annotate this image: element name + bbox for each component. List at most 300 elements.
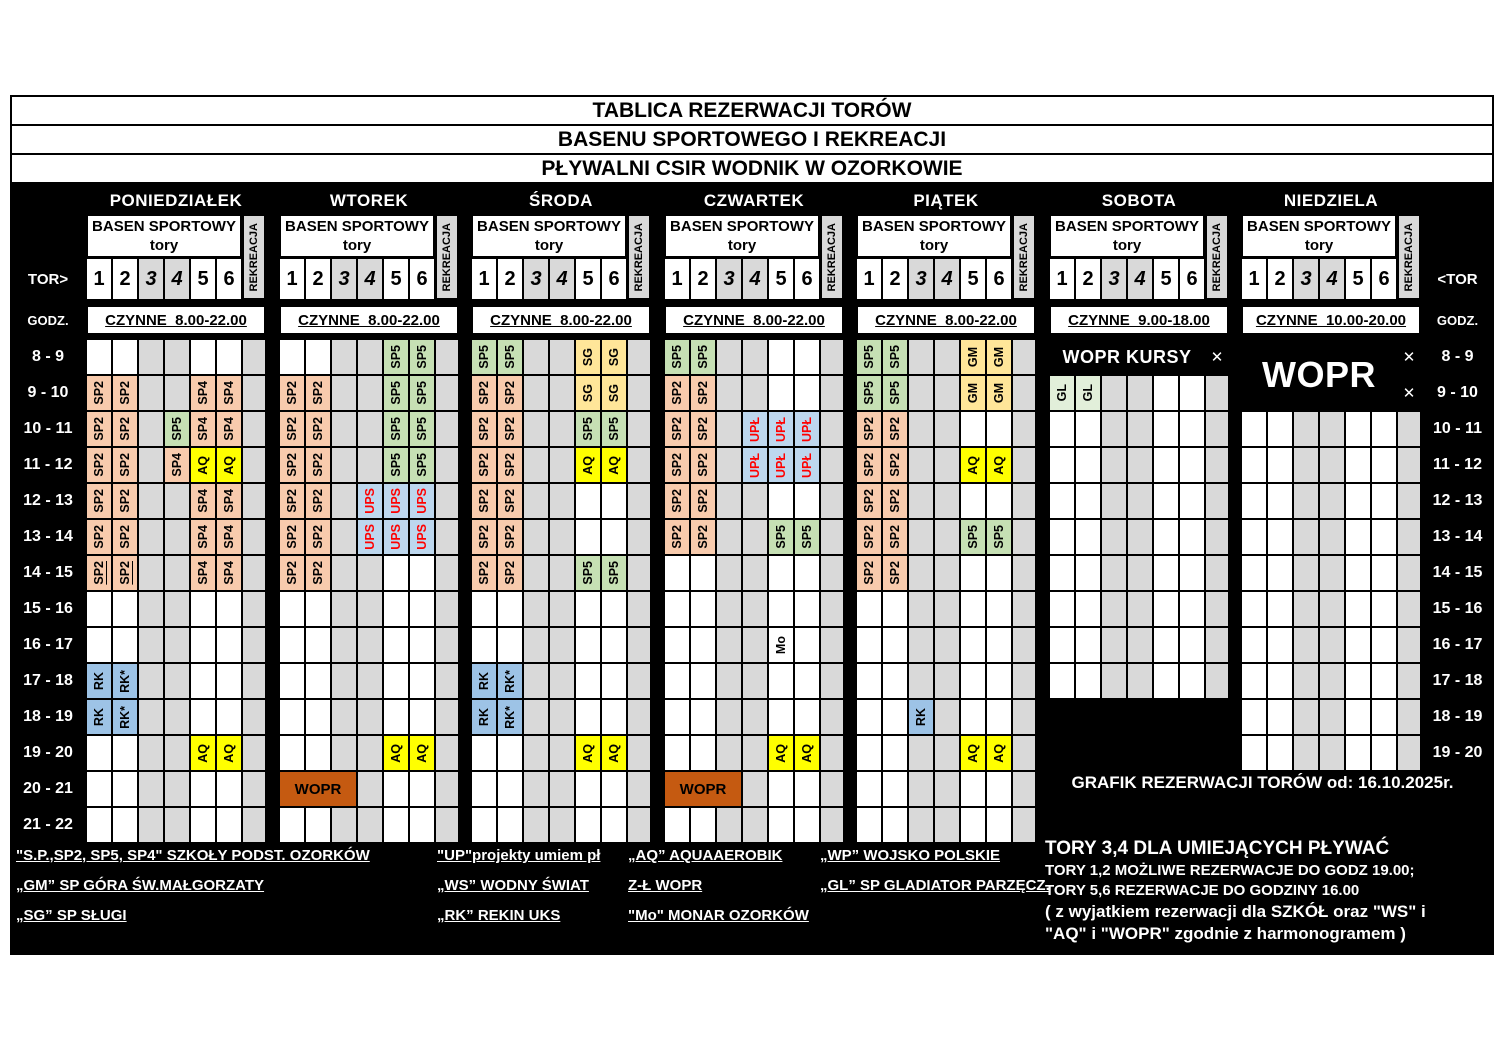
lane-cell [523, 411, 549, 447]
booking-code: GM [991, 346, 1006, 368]
lane-cell [742, 483, 768, 519]
booking-cell [86, 447, 112, 483]
rekreacja-cell [1397, 591, 1421, 627]
lane-number: 4 [164, 258, 190, 300]
booking-code: SP2 [117, 381, 132, 405]
lane-cell [471, 591, 497, 627]
lane-number: 5 [1345, 258, 1371, 300]
booking-code: UPS [388, 488, 403, 514]
lane-number: 2 [112, 258, 138, 300]
rekreacja-cell [1397, 519, 1421, 555]
day-name: PIĄTEK [913, 191, 979, 210]
lane-cell [742, 735, 768, 771]
lane-cell [1345, 519, 1371, 555]
rekreacja-cell [627, 411, 651, 447]
lane-cell [768, 771, 794, 807]
rekreacja-label: REKREACJA [633, 222, 645, 292]
booking-code: SP2 [861, 561, 876, 585]
booking-cell [383, 735, 409, 771]
booking-code: RK [913, 707, 928, 727]
booking-cell [383, 339, 409, 375]
lane-cell [794, 627, 820, 663]
booking-cell [86, 663, 112, 699]
day-name: CZWARTEK [703, 191, 805, 210]
lane-cell [601, 519, 627, 555]
rekreacja-cell [1012, 699, 1036, 735]
rekreacja-cell [820, 771, 844, 807]
lane-cell [1267, 735, 1293, 771]
lane-cell [768, 699, 794, 735]
rekreacja-header [820, 214, 844, 300]
rekreacja-cell [1205, 375, 1229, 411]
rekreacja-label: REKREACJA [441, 222, 453, 292]
lane-cell [523, 591, 549, 627]
lane-cell [1267, 699, 1293, 735]
booking-code: SP2 [310, 453, 325, 477]
lane-cell [1153, 519, 1179, 555]
booking-cell [856, 483, 882, 519]
lane-number: 4 [934, 258, 960, 300]
lane-cell [549, 735, 575, 771]
booking-cell [882, 447, 908, 483]
lane-cell [1049, 555, 1075, 591]
lane-cell [549, 375, 575, 411]
booking-code: AQ [580, 455, 595, 475]
booking-cell [742, 411, 768, 447]
lane-cell [794, 555, 820, 591]
lane-cell [601, 771, 627, 807]
booking-cell [190, 519, 216, 555]
lane-cell [279, 735, 305, 771]
lane-cell [383, 663, 409, 699]
booking-code: RK [476, 671, 491, 691]
lane-cell [357, 375, 383, 411]
page-subtitle-1: BASENU SPORTOWEGO I REKREACJI [10, 124, 1494, 155]
lane-cell [1371, 519, 1397, 555]
legend-column-projects [437, 847, 600, 937]
lane-cell [1319, 627, 1345, 663]
lane-cell [768, 555, 794, 591]
lane-cell [357, 735, 383, 771]
lane-cell [1319, 447, 1345, 483]
rekreacja-cell [627, 339, 651, 375]
rekreacja-cell [435, 375, 459, 411]
booking-code: GM [965, 382, 980, 404]
booking-code: SP4 [221, 489, 236, 513]
lane-cell [908, 483, 934, 519]
lane-cell [742, 519, 768, 555]
booking-cell [471, 411, 497, 447]
booking-code: UPŁ [773, 416, 788, 442]
lane-cell [908, 627, 934, 663]
booking-code: SP2 [476, 561, 491, 585]
booking-cell [690, 411, 716, 447]
lane-cell [164, 555, 190, 591]
rekreacja-cell [820, 411, 844, 447]
lane-number: 3 [1293, 258, 1319, 300]
lane-cell [549, 447, 575, 483]
booking-code: SP4 [195, 525, 210, 549]
booking-code: SP2 [284, 525, 299, 549]
booking-cell [986, 375, 1012, 411]
lane-cell [856, 591, 882, 627]
hour-label-right: 15 - 16 [1432, 600, 1483, 617]
lane-cell [1127, 663, 1153, 699]
booking-cell [471, 663, 497, 699]
booking-code: SP2 [284, 381, 299, 405]
booking-cell [856, 339, 882, 375]
booking-code: GM [991, 382, 1006, 404]
booking-cell [575, 555, 601, 591]
tory-label: tory [1304, 237, 1334, 254]
lane-cell [1075, 591, 1101, 627]
rekreacja-label: REKREACJA [1211, 222, 1223, 292]
lane-cell [1101, 627, 1127, 663]
lane-cell [1153, 591, 1179, 627]
booking-cell [882, 483, 908, 519]
lane-cell [1241, 447, 1267, 483]
lane-cell [742, 807, 768, 843]
lane-cell [716, 807, 742, 843]
lane-cell [1075, 447, 1101, 483]
lane-cell [934, 627, 960, 663]
booking-cell [575, 735, 601, 771]
booking-cell [409, 339, 435, 375]
lane-cell [1075, 483, 1101, 519]
booking-cell [471, 555, 497, 591]
lane-cell [716, 735, 742, 771]
booking-code: SP2 [695, 453, 710, 477]
rekreacja-cell [820, 375, 844, 411]
lane-cell [164, 339, 190, 375]
booking-cell [768, 411, 794, 447]
booking-code: UPS [362, 524, 377, 550]
rekreacja-cell [1012, 555, 1036, 591]
x-mark: ✕ [1402, 385, 1416, 402]
lane-cell [523, 483, 549, 519]
lane-cell [575, 627, 601, 663]
lane-cell [742, 339, 768, 375]
pool-header [86, 214, 242, 258]
lane-cell [279, 339, 305, 375]
lane-cell [1101, 555, 1127, 591]
lane-cell [331, 483, 357, 519]
booking-code: SP2 [476, 417, 491, 441]
lane-cell [549, 555, 575, 591]
lane-cell [409, 699, 435, 735]
booking-cell [279, 771, 357, 807]
open-hours-label: CZYNNE 8.00-22.00 [298, 311, 440, 329]
lane-cell [986, 555, 1012, 591]
booking-code: SP5 [991, 525, 1006, 549]
open-hours-label: CZYNNE 8.00-22.00 [875, 311, 1017, 329]
rekreacja-cell [242, 771, 266, 807]
lane-cell [794, 591, 820, 627]
rekreacja-cell [820, 807, 844, 843]
booking-code: SP4 [195, 381, 210, 405]
lane-cell [1179, 411, 1205, 447]
lane-number: 4 [357, 258, 383, 300]
lane-cell [1049, 663, 1075, 699]
lane-cell [138, 663, 164, 699]
booking-cell [768, 447, 794, 483]
lane-cell [1371, 411, 1397, 447]
lane-cell [1267, 447, 1293, 483]
lane-number: 1 [1049, 258, 1075, 300]
booking-cell [112, 411, 138, 447]
lane-cell [1153, 555, 1179, 591]
legend-item: „WP” WOJSKO POLSKIE [820, 847, 1001, 864]
lane-cell [690, 555, 716, 591]
hour-label-left: 11 - 12 [23, 456, 73, 473]
rekreacja-cell [242, 627, 266, 663]
booking-code: SP2 [695, 417, 710, 441]
lane-number: 6 [794, 258, 820, 300]
booking-code: SP5 [388, 381, 403, 405]
lane-cell [1153, 627, 1179, 663]
lane-cell [794, 339, 820, 375]
rekreacja-cell [1012, 771, 1036, 807]
lane-cell [856, 807, 882, 843]
lane-cell [383, 627, 409, 663]
lane-cell [86, 591, 112, 627]
lane-cell [934, 375, 960, 411]
booking-cell [86, 375, 112, 411]
lane-cell [934, 483, 960, 519]
open-hours [86, 305, 266, 335]
booking-cell [768, 519, 794, 555]
booking-cell [305, 519, 331, 555]
lane-cell [331, 519, 357, 555]
lane-cell [1153, 663, 1179, 699]
lane-cell [1153, 447, 1179, 483]
lane-cell [164, 807, 190, 843]
rekreacja-cell [820, 699, 844, 735]
lane-cell [1345, 735, 1371, 771]
booking-code: SP2 [310, 417, 325, 441]
booking-cell [986, 519, 1012, 555]
lane-cell [1179, 447, 1205, 483]
booking-cell [164, 447, 190, 483]
godz-right-label: GODZ. [1436, 312, 1479, 328]
lane-cell [794, 807, 820, 843]
booking-cell [279, 519, 305, 555]
hour-label-right: 12 - 13 [1432, 492, 1483, 509]
booking-cell [357, 483, 383, 519]
lane-number: 1 [664, 258, 690, 300]
booking-cell [190, 411, 216, 447]
lane-cell [279, 591, 305, 627]
legend-item: „SG” SP SŁUGI [16, 907, 127, 924]
lane-cell [1075, 519, 1101, 555]
booking-cell [357, 519, 383, 555]
booking-code: SP4 [221, 525, 236, 549]
lane-cell [1267, 555, 1293, 591]
booking-cell [601, 447, 627, 483]
rekreacja-cell [1012, 411, 1036, 447]
lane-cell [1319, 591, 1345, 627]
lane-cell [1179, 483, 1205, 519]
booking-cell [409, 447, 435, 483]
lane-cell [1371, 663, 1397, 699]
booking-code: Mo [773, 635, 788, 655]
rekreacja-label: REKREACJA [248, 222, 260, 292]
lane-cell [986, 411, 1012, 447]
hour-label-left: 16 - 17 [23, 636, 73, 653]
booking-cell [690, 519, 716, 555]
lane-cell [601, 663, 627, 699]
lane-cell [138, 483, 164, 519]
lane-number: 6 [601, 258, 627, 300]
rekreacja-cell [242, 735, 266, 771]
lane-cell [768, 339, 794, 375]
lane-cell [1075, 411, 1101, 447]
booking-code: UPS [388, 524, 403, 550]
booking-cell [856, 411, 882, 447]
booking-code: SP5 [580, 417, 595, 441]
lane-cell [409, 627, 435, 663]
booking-code: SP2 [284, 417, 299, 441]
rekreacja-header [1205, 214, 1229, 300]
booking-code: SP5 [606, 561, 621, 585]
booking-code: SP2 [310, 381, 325, 405]
hour-label-right: 10 - 11 [1433, 420, 1482, 437]
lane-cell [882, 735, 908, 771]
rekreacja-cell [1205, 519, 1229, 555]
rekreacja-cell [1397, 411, 1421, 447]
booking-code: SP4 [195, 561, 210, 585]
booking-cell [497, 375, 523, 411]
lane-cell [1101, 447, 1127, 483]
x-mark: ✕ [1210, 349, 1224, 366]
lane-number: 2 [690, 258, 716, 300]
lane-cell [471, 807, 497, 843]
booking-cell [383, 483, 409, 519]
rekreacja-cell [1012, 735, 1036, 771]
lane-cell [716, 447, 742, 483]
lane-cell [549, 663, 575, 699]
lane-cell [794, 663, 820, 699]
rekreacja-header [1397, 214, 1421, 300]
lane-cell [305, 807, 331, 843]
lane-cell [216, 663, 242, 699]
lane-cell [497, 735, 523, 771]
hour-label-left: 19 - 20 [23, 744, 73, 761]
lane-cell [409, 663, 435, 699]
lane-cell [549, 483, 575, 519]
pool-title: BASEN SPORTOWY [285, 218, 429, 235]
lane-cell [1101, 663, 1127, 699]
booking-cell [190, 555, 216, 591]
rekreacja-cell [627, 555, 651, 591]
lane-cell [523, 447, 549, 483]
lane-cell [1179, 375, 1205, 411]
rekreacja-cell [627, 591, 651, 627]
rekreacja-cell [435, 591, 459, 627]
tory-label: tory [1112, 237, 1142, 254]
booking-cell [664, 339, 690, 375]
lane-cell [138, 447, 164, 483]
lane-cell [1179, 663, 1205, 699]
booking-code: RK* [117, 705, 132, 729]
lane-cell [575, 591, 601, 627]
booking-cell [471, 375, 497, 411]
rekreacja-cell [627, 771, 651, 807]
rekreacja-cell [435, 807, 459, 843]
legend-column-aqua [628, 847, 809, 937]
lane-number: 6 [1371, 258, 1397, 300]
lane-cell [934, 447, 960, 483]
booking-cell [856, 447, 882, 483]
booking-cell [497, 447, 523, 483]
lane-number: 2 [497, 258, 523, 300]
lane-cell [716, 555, 742, 591]
booking-cell [690, 375, 716, 411]
lane-cell [1153, 411, 1179, 447]
lane-cell [1127, 375, 1153, 411]
booking-cell [794, 735, 820, 771]
lane-cell [716, 627, 742, 663]
lane-cell [357, 447, 383, 483]
lane-cell [216, 627, 242, 663]
lane-cell [305, 735, 331, 771]
lane-cell [331, 735, 357, 771]
rekreacja-cell [435, 699, 459, 735]
booking-cell [575, 411, 601, 447]
lane-cell [601, 591, 627, 627]
lane-cell [882, 591, 908, 627]
rekreacja-cell [1012, 807, 1036, 843]
booking-code: AQ [414, 743, 429, 763]
booking-code: SG [580, 383, 595, 403]
booking-cell [471, 339, 497, 375]
pool-header [1049, 214, 1205, 258]
lane-cell [357, 555, 383, 591]
booking-cell [471, 699, 497, 735]
rekreacja-cell [242, 519, 266, 555]
lane-number: 2 [1267, 258, 1293, 300]
booking-cell [497, 699, 523, 735]
booking-code: SP5 [861, 345, 876, 369]
lane-cell [960, 483, 986, 519]
lane-cell [768, 375, 794, 411]
lane-cell [1293, 483, 1319, 519]
booking-cell [216, 447, 242, 483]
lane-cell [690, 591, 716, 627]
tor-right-label: <TOR [1437, 270, 1478, 288]
booking-cell [409, 375, 435, 411]
booking-cell [216, 555, 242, 591]
booking-code: GM [965, 346, 980, 368]
booking-cell [908, 699, 934, 735]
booking-code: SP2 [887, 561, 902, 585]
hour-label-left: 21 - 22 [23, 816, 73, 833]
booking-cell [1049, 375, 1075, 411]
rekreacja-cell [435, 627, 459, 663]
lane-cell [960, 699, 986, 735]
booking-cell [601, 555, 627, 591]
lane-cell [164, 663, 190, 699]
lane-cell [716, 591, 742, 627]
rekreacja-cell [435, 519, 459, 555]
lane-cell [908, 411, 934, 447]
booking-cell [497, 411, 523, 447]
booking-code: SP2 [861, 453, 876, 477]
booking-code: UPŁ [747, 452, 762, 478]
booking-cell [112, 519, 138, 555]
open-hours [1241, 305, 1421, 335]
booking-code: RK [91, 707, 106, 727]
